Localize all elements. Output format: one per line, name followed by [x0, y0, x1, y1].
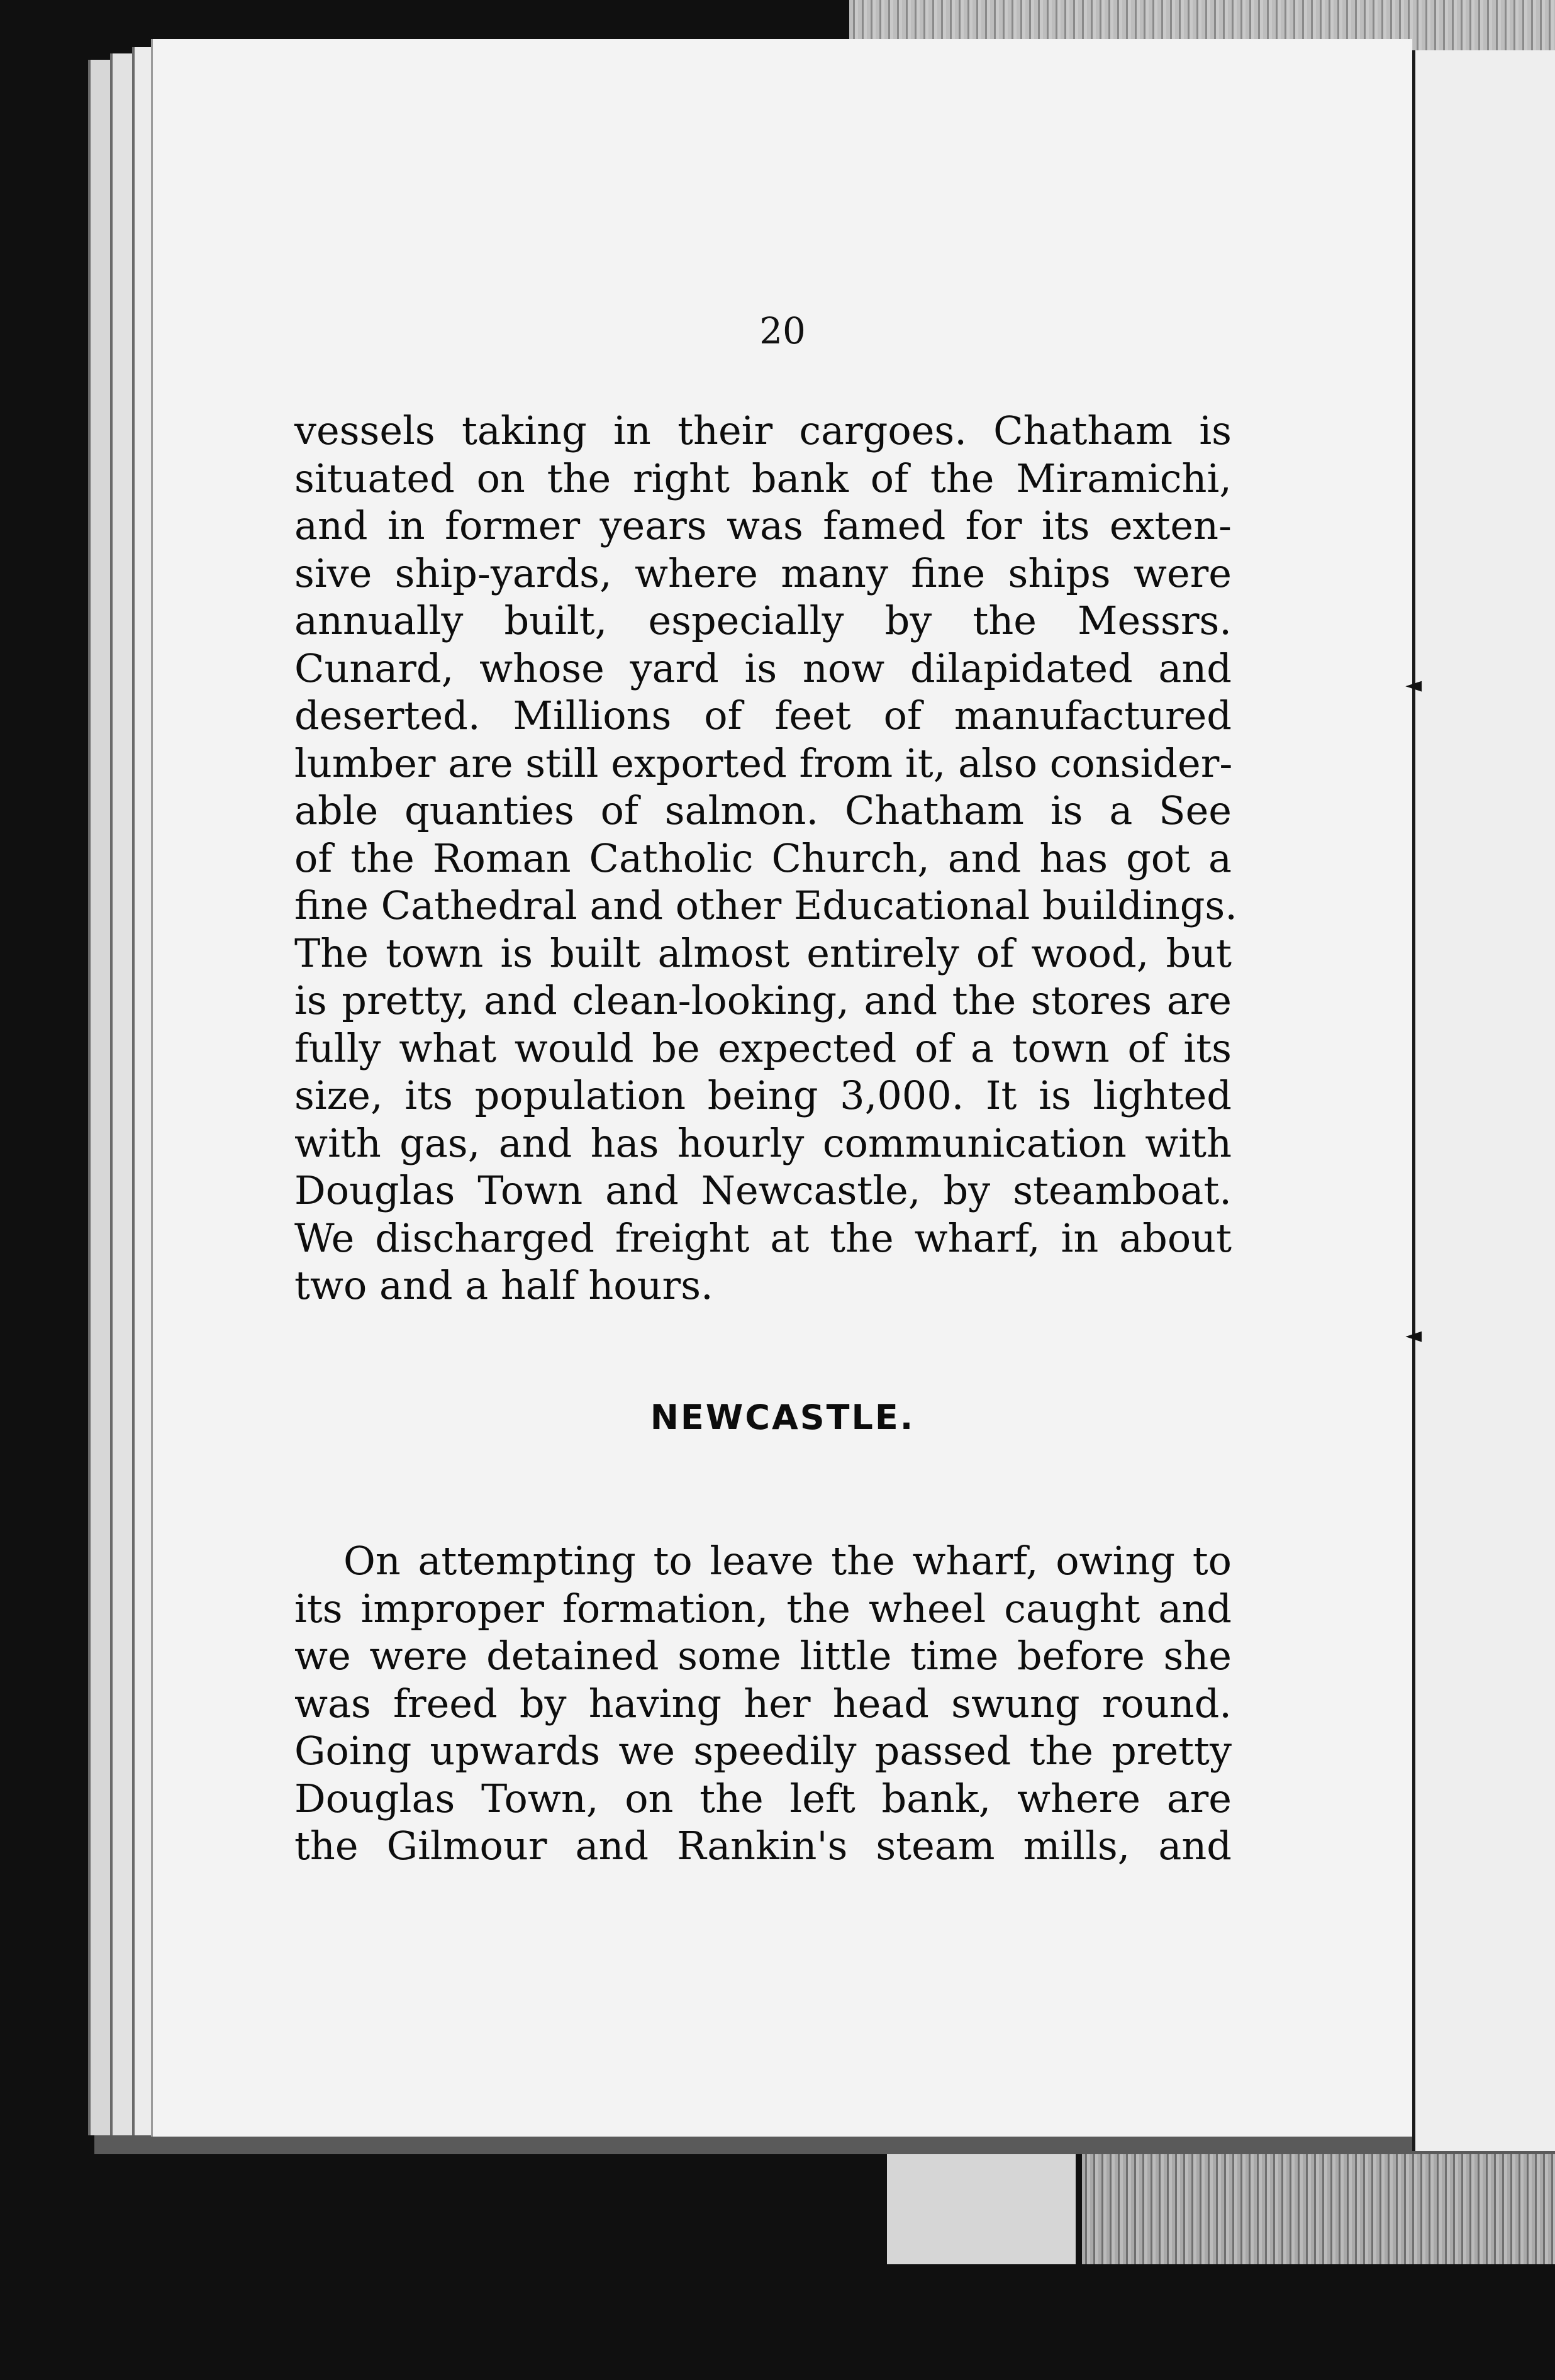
- text-line: We discharged freight at the wharf, in about: [294, 1215, 1232, 1261]
- text-line: able quanties of salmon. Chatham is a See: [294, 787, 1232, 833]
- scanner-strip-bottom-light: [887, 2151, 1076, 2264]
- text-line: Douglas Town, on the left bank, where are: [294, 1775, 1232, 1821]
- text-line: situated on the right bank of the Miramichi,: [294, 455, 1232, 501]
- text-line: sive ship-yards, where many fine ships were: [294, 550, 1232, 596]
- text-line: The town is built almost entirely of wood, but: [294, 930, 1232, 976]
- text-line: of the Roman Catholic Church, and has got a: [294, 835, 1232, 881]
- text-line: the Gilmour and Rankin's steam mills, and: [294, 1823, 1232, 1869]
- text-line: fully what would be expected of a town of its: [294, 1025, 1232, 1071]
- text-line: two and a half hours.: [294, 1262, 713, 1308]
- text-line: Douglas Town and Newcastle, by steamboat.: [294, 1167, 1232, 1213]
- paragraph-chatham: [294, 407, 1237, 1310]
- text-line: On attempting to leave the wharf, owing to: [343, 1538, 1232, 1584]
- text-line: is pretty, and clean-looking, and the stores are: [294, 977, 1232, 1023]
- text-line: and in former years was famed for its exten-: [294, 503, 1232, 548]
- text-line: vessels taking in their cargoes. Chatham is: [294, 408, 1232, 453]
- paragraph-newcastle: [294, 1537, 1232, 1870]
- text-line: annually built, especially by the Messrs.: [294, 598, 1232, 643]
- book-page: [151, 39, 1412, 2137]
- text-line: deserted. Millions of feet of manufactured: [294, 692, 1232, 738]
- text-line: was freed by having her head swung round.: [294, 1680, 1232, 1727]
- text-line: its improper formation, the wheel caught and: [294, 1585, 1232, 1632]
- text-line: Going upwards we speedily passed the pretty: [294, 1728, 1232, 1774]
- text-line: fine Cathedral and other Educational buildings.: [294, 882, 1237, 928]
- text-line: we were detained some little time before she: [294, 1633, 1232, 1679]
- text-line: lumber are still exported from it, also consider-: [294, 740, 1233, 786]
- text-line: with gas, and has hourly communication with: [294, 1120, 1232, 1166]
- page-number: 20: [759, 309, 806, 352]
- scanner-strip-bottom: [1082, 2151, 1555, 2264]
- facing-page: [1412, 50, 1555, 2151]
- text-line: size, its population being 3,000. It is lighted: [294, 1072, 1232, 1118]
- margin-arrow-icon: ◄: [1405, 672, 1422, 698]
- text-line: Cunard, whose yard is now dilapidated and: [294, 645, 1232, 691]
- margin-arrow-icon: ◄: [1405, 1323, 1422, 1348]
- book-bottom-edge: [94, 2135, 1555, 2154]
- section-heading: NEWCASTLE.: [650, 1398, 915, 1437]
